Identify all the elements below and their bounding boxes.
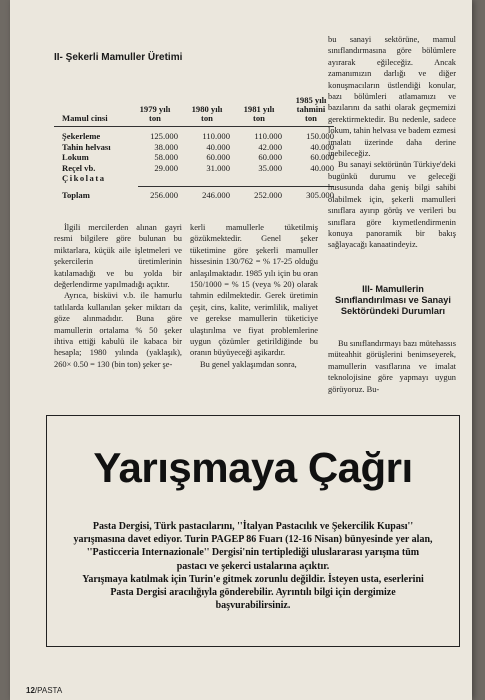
cell: 110.000 [254, 131, 282, 141]
header-1981: 1981 yılı ton [243, 103, 275, 123]
paragraph: Bu genel yaklaşımdan sonra, [200, 359, 297, 369]
announcement-paragraph: Pasta Dergisi, Türk pastacılarını, ''İtalyan Pastacılık ve Şekercilik Kupası'' yarışmasına davet ediyor. Turin PAGEP 86 Fuarı (12-16 Nisan) bünyesinde yer alan, ''Pasticceria Internazionale'' Dergisi'nin tertiplediği uluslararası yarışma tüm pastacı ve şekerci ustalarına açıktır. [73, 521, 433, 572]
paragraph: İlgili mercilerden alınan gayri resmi bilgilere göre bulunan bu miktarlara, küçük aile işletmeleri ve şekercilerin üretimlerinin katılamadığı ve bu yolda bir değerlendirme yapılmadığı açıktır. [54, 223, 182, 290]
cell: 60.000 [310, 152, 334, 162]
paragraph: kerli mamullerle tüketilmiş gözükmektedir. Genel şeker tüketimine göre şekerli mamuller hissesinin 130/762 = % 17-25 olduğu anlaşılmaktadır. 1985 yılı için bu oran 150/1000 = % 15 (veya % 20) olarak tahmin edilmektedir. Gerek üretimin çeşit, cins, kalite, verimlilik, maliyet ve gerekse mamullerin tüketiciye ulaştırılma ve fiyat problemlerine uygun çözümler getirildiğinde bu oranın büyüyeceği aşikardır. [190, 223, 318, 358]
table-row [54, 152, 334, 163]
cell: 252.000 [254, 189, 282, 200]
paragraph: Ayrıca, bisküvi v.b. ile hamurlu tatlılarda kullanılan şeker miktarı da göze alınmadıdır. Buna göre mamullerin ortalama % 50 şeker ihtiva ettiği kabulü ile kabaca bir hesapla; 1980 yılında (yaklaşık), 260× 0.50 = 130 (bin ton) şeker şe- [54, 291, 182, 369]
cell: 256.000 [150, 189, 178, 200]
magazine-page [10, 0, 472, 700]
cell: 31.000 [206, 162, 230, 173]
page-number: 12 [26, 686, 35, 695]
cell: Çikolata [62, 173, 106, 183]
header-1979: 1979 yılı ton [139, 103, 171, 123]
paragraph: Bu sanayi sektörünün Türkiye'deki bugünkü durumu ve geleceği hususunda daha geniş bilgi sahibi olabilmek için, şekerli mamulleri sınıflara ayırıp görüş ve verileri bu sınıflara göre kıymetlendirmenin konuya panoramik bir bakış sağlayacağı kanaatindeyiz. [328, 160, 456, 250]
cell: Toplam [62, 189, 90, 200]
paragraph: bu sanayi sektörüne, mamul sınıflandırmasına göre bölümlere ayırarak eğileceğiz. Ancak zamanımızın darlığı ve diğer konuşmacıların üstlendiği konular, bazı bölümleri atlamamızı ve bazılarını da sathi olarak geçmemizi gerektirmektedir. Bu nedenle, sadece lokum, tahin helvası ve badem ezmesi imalatı üzerinde daha derine inebileceğiz. [328, 35, 456, 159]
cell: 305.000 [306, 189, 334, 200]
text-column-3 [328, 34, 456, 251]
total-rule [138, 186, 334, 187]
cell: 125.000 [150, 131, 178, 141]
cell: 110.000 [202, 131, 230, 141]
magazine-name: /PASTA [34, 686, 63, 695]
table-header [54, 86, 334, 127]
table-row [54, 131, 334, 142]
text-column-2 [190, 222, 318, 370]
header-1980: 1980 yılı ton [191, 103, 223, 123]
cell: 35.000 [258, 162, 282, 173]
table-row [54, 163, 334, 174]
cell: Şekerleme [62, 131, 101, 141]
table-total-row [54, 190, 334, 201]
header-1985: 1985 yılı tahmini ton [295, 94, 327, 123]
table-row [54, 142, 334, 153]
production-table [54, 86, 334, 200]
cell: Reçel vb. [62, 162, 96, 173]
cell: 150.000 [306, 131, 334, 141]
cell: 29.000 [154, 162, 178, 173]
announcement-box [46, 415, 460, 647]
cell: 60.000 [258, 152, 282, 162]
cell: Lokum [62, 152, 89, 162]
cell: 38.000 [154, 141, 178, 152]
announcement-headline: Yarışmaya Çağrı [93, 444, 413, 491]
cell: 40.000 [310, 141, 334, 152]
table-row [54, 173, 334, 184]
cell: 42.000 [258, 141, 282, 152]
section-heading-3: III- Mamullerin Sınıflandırılması ve Sanayi Sektöründeki Durumları [335, 284, 451, 316]
cell: 60.000 [206, 152, 230, 162]
cell: 58.000 [154, 152, 178, 162]
section-title: II- Şekerli Mamuller Üretimi [54, 52, 183, 63]
cell: 246.000 [202, 189, 230, 200]
paragraph: Bu sınıflandırmayı bazı mütehassıs müteahhit görüşlerini benimseyerek, mamullerin vasıflarına ve imalat teknolojisine göre yapmayı uygun görüyoruz. Bu- [328, 339, 456, 394]
text-column-3b [328, 338, 456, 395]
announcement-text [73, 520, 433, 612]
cell: 40.000 [310, 162, 334, 173]
text-column-1 [54, 222, 182, 370]
announcement-paragraph: Yarışmaya katılmak için Turin'e gitmek zorunlu değildir. İsteyen usta, eserlerini Pasta Dergisi aracılığıyla gönderebilir. Ayrıntılı bilgi için dergimize başvurabilirsiniz. [82, 573, 424, 612]
cell: 40.000 [206, 141, 230, 152]
page-footer [26, 686, 62, 695]
header-product: Mamul cinsi [62, 112, 108, 123]
cell: Tahin helvası [62, 141, 111, 152]
